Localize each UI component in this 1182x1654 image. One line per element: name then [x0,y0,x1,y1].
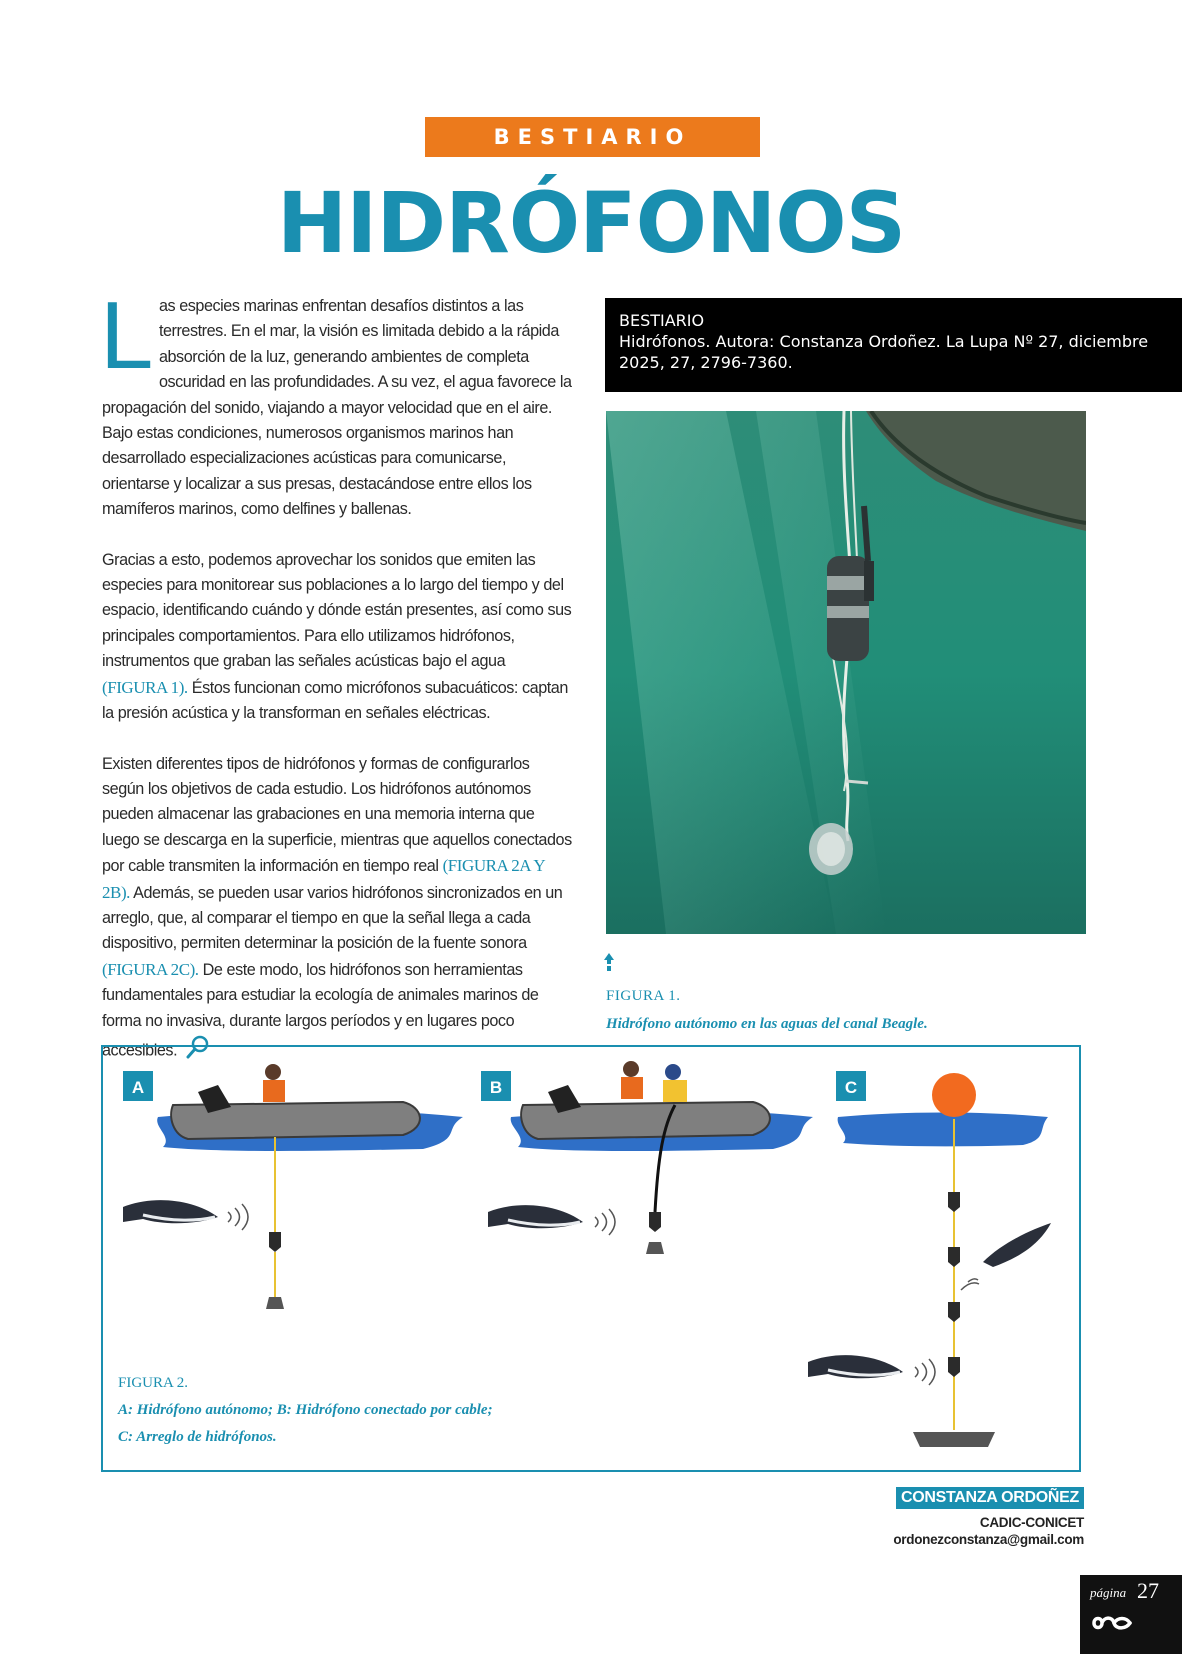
panel-a-label: A [131,1078,145,1097]
paragraph-3-text-c: De este modo, los hidrófonos son herramientas fundamentales para estudiar la ecología de animales marinos de forma no invasiva, durante largos períodos y en lugares poco accesibles. [102,960,539,1060]
author-name: CONSTANZA ORDOÑEZ [896,1487,1084,1509]
figure-2ab-ref: (FIGURA 2A Y 2B). [102,856,545,902]
paragraph-2 [102,548,572,727]
paragraph-1 [100,282,572,523]
figure-2-caption [118,1370,638,1451]
figure-1-label: FIGURA 1. [606,988,681,1004]
paragraph-3 [102,752,572,1069]
figure-2c-ref: (FIGURA 2C). [102,959,199,979]
paragraph-1-text: as especies marinas enfrentan desafíos distintos a las terrestres. En el mar, la visión es limitada debido a la rápida absorción de la luz, generando ambientes de completa oscuridad en las profundidades. A su vez, el agua favorece la propagación del sonido, viajando a mayor velocidad que en el aire. Bajo estas condiciones, numerosos organismos marinos han desarrollado especializaciones acústicas para comunicarse, orientarse y localizar a sus presas, destacándose entre ellos los mamíferos marinos, como delfines y ballenas. [102,297,572,519]
section-tag: BESTIARIO [425,117,760,157]
page-title: HIDRÓFONOS [276,174,906,272]
citation-section: BESTIARIO [619,311,705,330]
page-number-box [1080,1575,1182,1654]
panel-c [808,1071,1051,1447]
paragraph-2-text-a: Gracias a esto, podemos aprovechar los sonidos que emiten las especies para monitorear sus poblaciones a lo largo del tiempo y del espacio, identificando cuándo y dónde están presentes, así como sus principales comportamientos. Para ello utilizamos hidrófonos, instrumentos que graban las señales acústicas bajo el agua [102,550,572,671]
page-number: 27 [1137,1578,1159,1603]
drop-cap: L [100,282,153,389]
figure-1-ref: (FIGURA 1). [102,677,188,697]
figure-2-text-line1: A: Hidrófono autónomo; B: Hidrófono conectado por cable; [118,1402,493,1418]
paragraph-3-text-b: Además, se pueden usar varios hidrófonos sincronizados en un arreglo, que, al comparar el tiempo en que la señal llega a cada dispositivo, permiten determinar la posición de la fuente sonora [102,883,563,953]
figure-2-text-line2: C: Arreglo de hidrófonos. [118,1429,277,1445]
page-label: página [1090,1585,1127,1600]
citation-box [605,298,1182,392]
paragraph-3-text-a: Existen diferentes tipos de hidrófonos y formas de configurarlos según los objetivos de cada estudio. Los hidrófonos autónomos pueden almacenar las grabaciones en una memoria interna que luego se descarga en la superficie, mientras que aquellos conectados por cable transmiten la información en tiempo real [102,754,572,876]
panel-b [481,1061,813,1254]
article-body [100,282,572,1093]
figure-1-caption [606,982,1026,1038]
infinity-logo-icon [1090,1613,1136,1638]
figure-1-text: Hidrófono autónomo en las aguas del canal Beagle. [606,1016,928,1032]
paragraph-2-text-b: Éstos funcionan como micrófonos subacuáticos: captan la presión acústica y la transforman en señales eléctricas. [102,678,568,723]
panel-c-label: C [844,1078,858,1097]
figure-2-label: FIGURA 2. [118,1375,189,1391]
figure-1-photo [606,411,1086,934]
author-email[interactable]: ordonezconstanza@gmail.com [893,1532,1084,1547]
author-affiliation: CADIC-CONICET [979,1515,1084,1530]
arrow-marker-icon [603,952,615,977]
citation-reference: Hidrófonos. Autora: Constanza Ordoñez. La Lupa Nº 27, diciembre 2025, 27, 2796-7360. [619,332,1149,372]
panel-a [123,1064,463,1309]
panel-b-label: B [489,1078,503,1097]
